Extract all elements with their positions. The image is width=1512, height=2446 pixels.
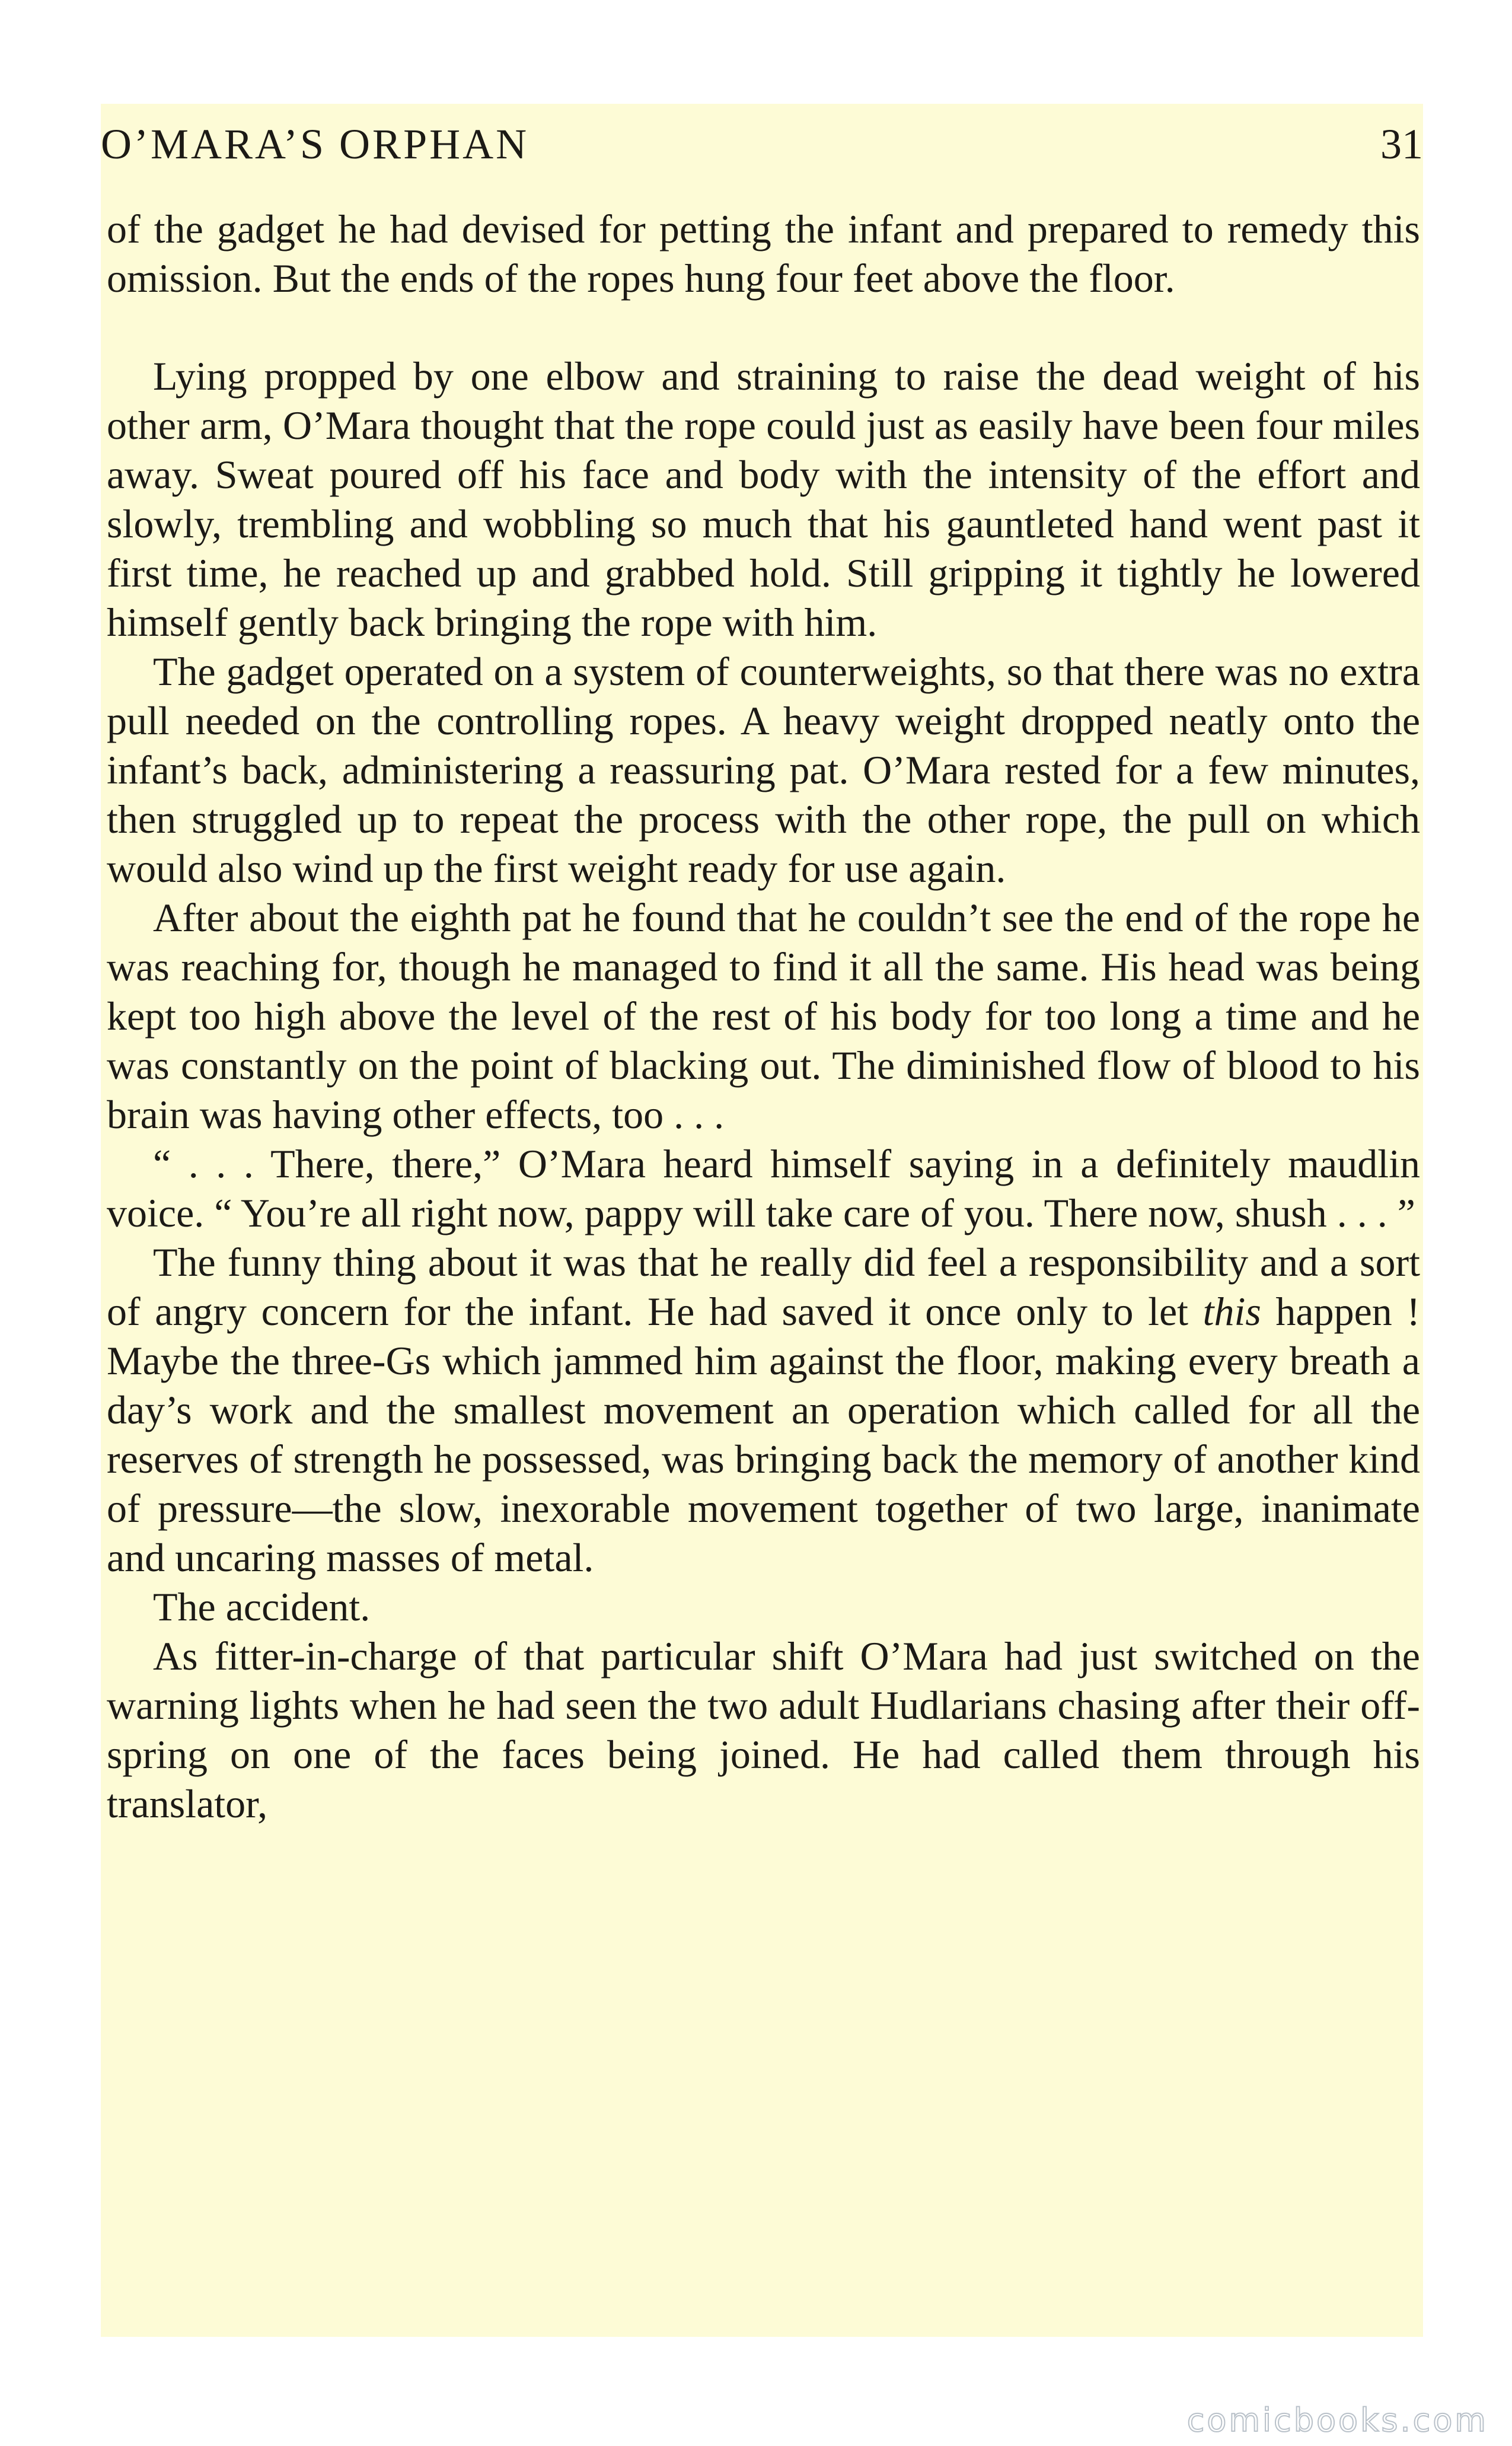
paragraph-6-text-start: The funny thing about it was that he really did feel a responsibility and a sort of angry concern for the infant. He had saved it once only to let [107, 1240, 1420, 1334]
body-text [107, 205, 1420, 1829]
paragraph-8: As fitter-in-charge of that particular shift O’Mara had just switched on the warning lights when he had seen the two adult Hudlarians chasing after their off-spring on one of the faces being joined. He had called them through his translator, [107, 1633, 1420, 1826]
paragraph-4: After about the eighth pat he found that he couldn’t see the end of the rope he was reaching for, though he managed to find it all the same. His head was being kept too high above the level of the rest of his body for too long a time and he was constantly on the point of blacking out. The diminished flow of blood to his brain was having other effects, too . . . [107, 895, 1420, 1137]
paragraph-5: “ . . . There, there,” O’Mara heard himself saying in a definitely maudlin voice. “ You’re all right now, pappy will take care of you. There now, shush . . . ” [107, 1141, 1420, 1235]
running-title: O’MARA’S ORPHAN [101, 120, 529, 168]
paragraph-2: Lying propped by one elbow and straining to raise the dead weight of his other arm, O’Mara thought that the rope could just as easily have been four miles away. Sweat poured off his face and body with the intensity of the effort and slowly, trembling and wobbling so much that his gauntleted hand went past it first time, he reached up and grabbed hold. Still gripping it tightly he lowered himself gently back bringing the rope with him. [107, 353, 1420, 645]
emphasis-this: this [1202, 1289, 1261, 1334]
paragraph-3: The gadget operated on a system of counterweights, so that there was no extra pull needed on the controlling ropes. A heavy weight dropped neatly onto the infant’s back, administering a reassuring pat. O’Mara rested for a few minutes, then struggled up to repeat the process with the other rope, the pull on which would also wind up the first weight ready for use again. [107, 649, 1420, 891]
paragraph-7: The accident. [153, 1584, 371, 1629]
paragraph-6-text-end: happen ! Maybe the three-Gs which jammed him against the floor, making every breath a day’s work and the smallest movement an operation which called for all the reserves of strength he possessed, was bringing back the memory of another kind of pressure—the slow, inexorable movement together of two large, inanimate and uncaring masses of metal. [107, 1289, 1420, 1580]
paragraph-1: of the gadget he had devised for petting the infant and prepared to remedy this omission. But the ends of the ropes hung four feet above the floor. [107, 206, 1420, 301]
watermark-logo: comicbooks.com [1186, 2402, 1488, 2439]
running-header [101, 112, 1423, 177]
page-number: 31 [1380, 120, 1423, 168]
paragraph-6 [107, 1238, 1420, 1582]
